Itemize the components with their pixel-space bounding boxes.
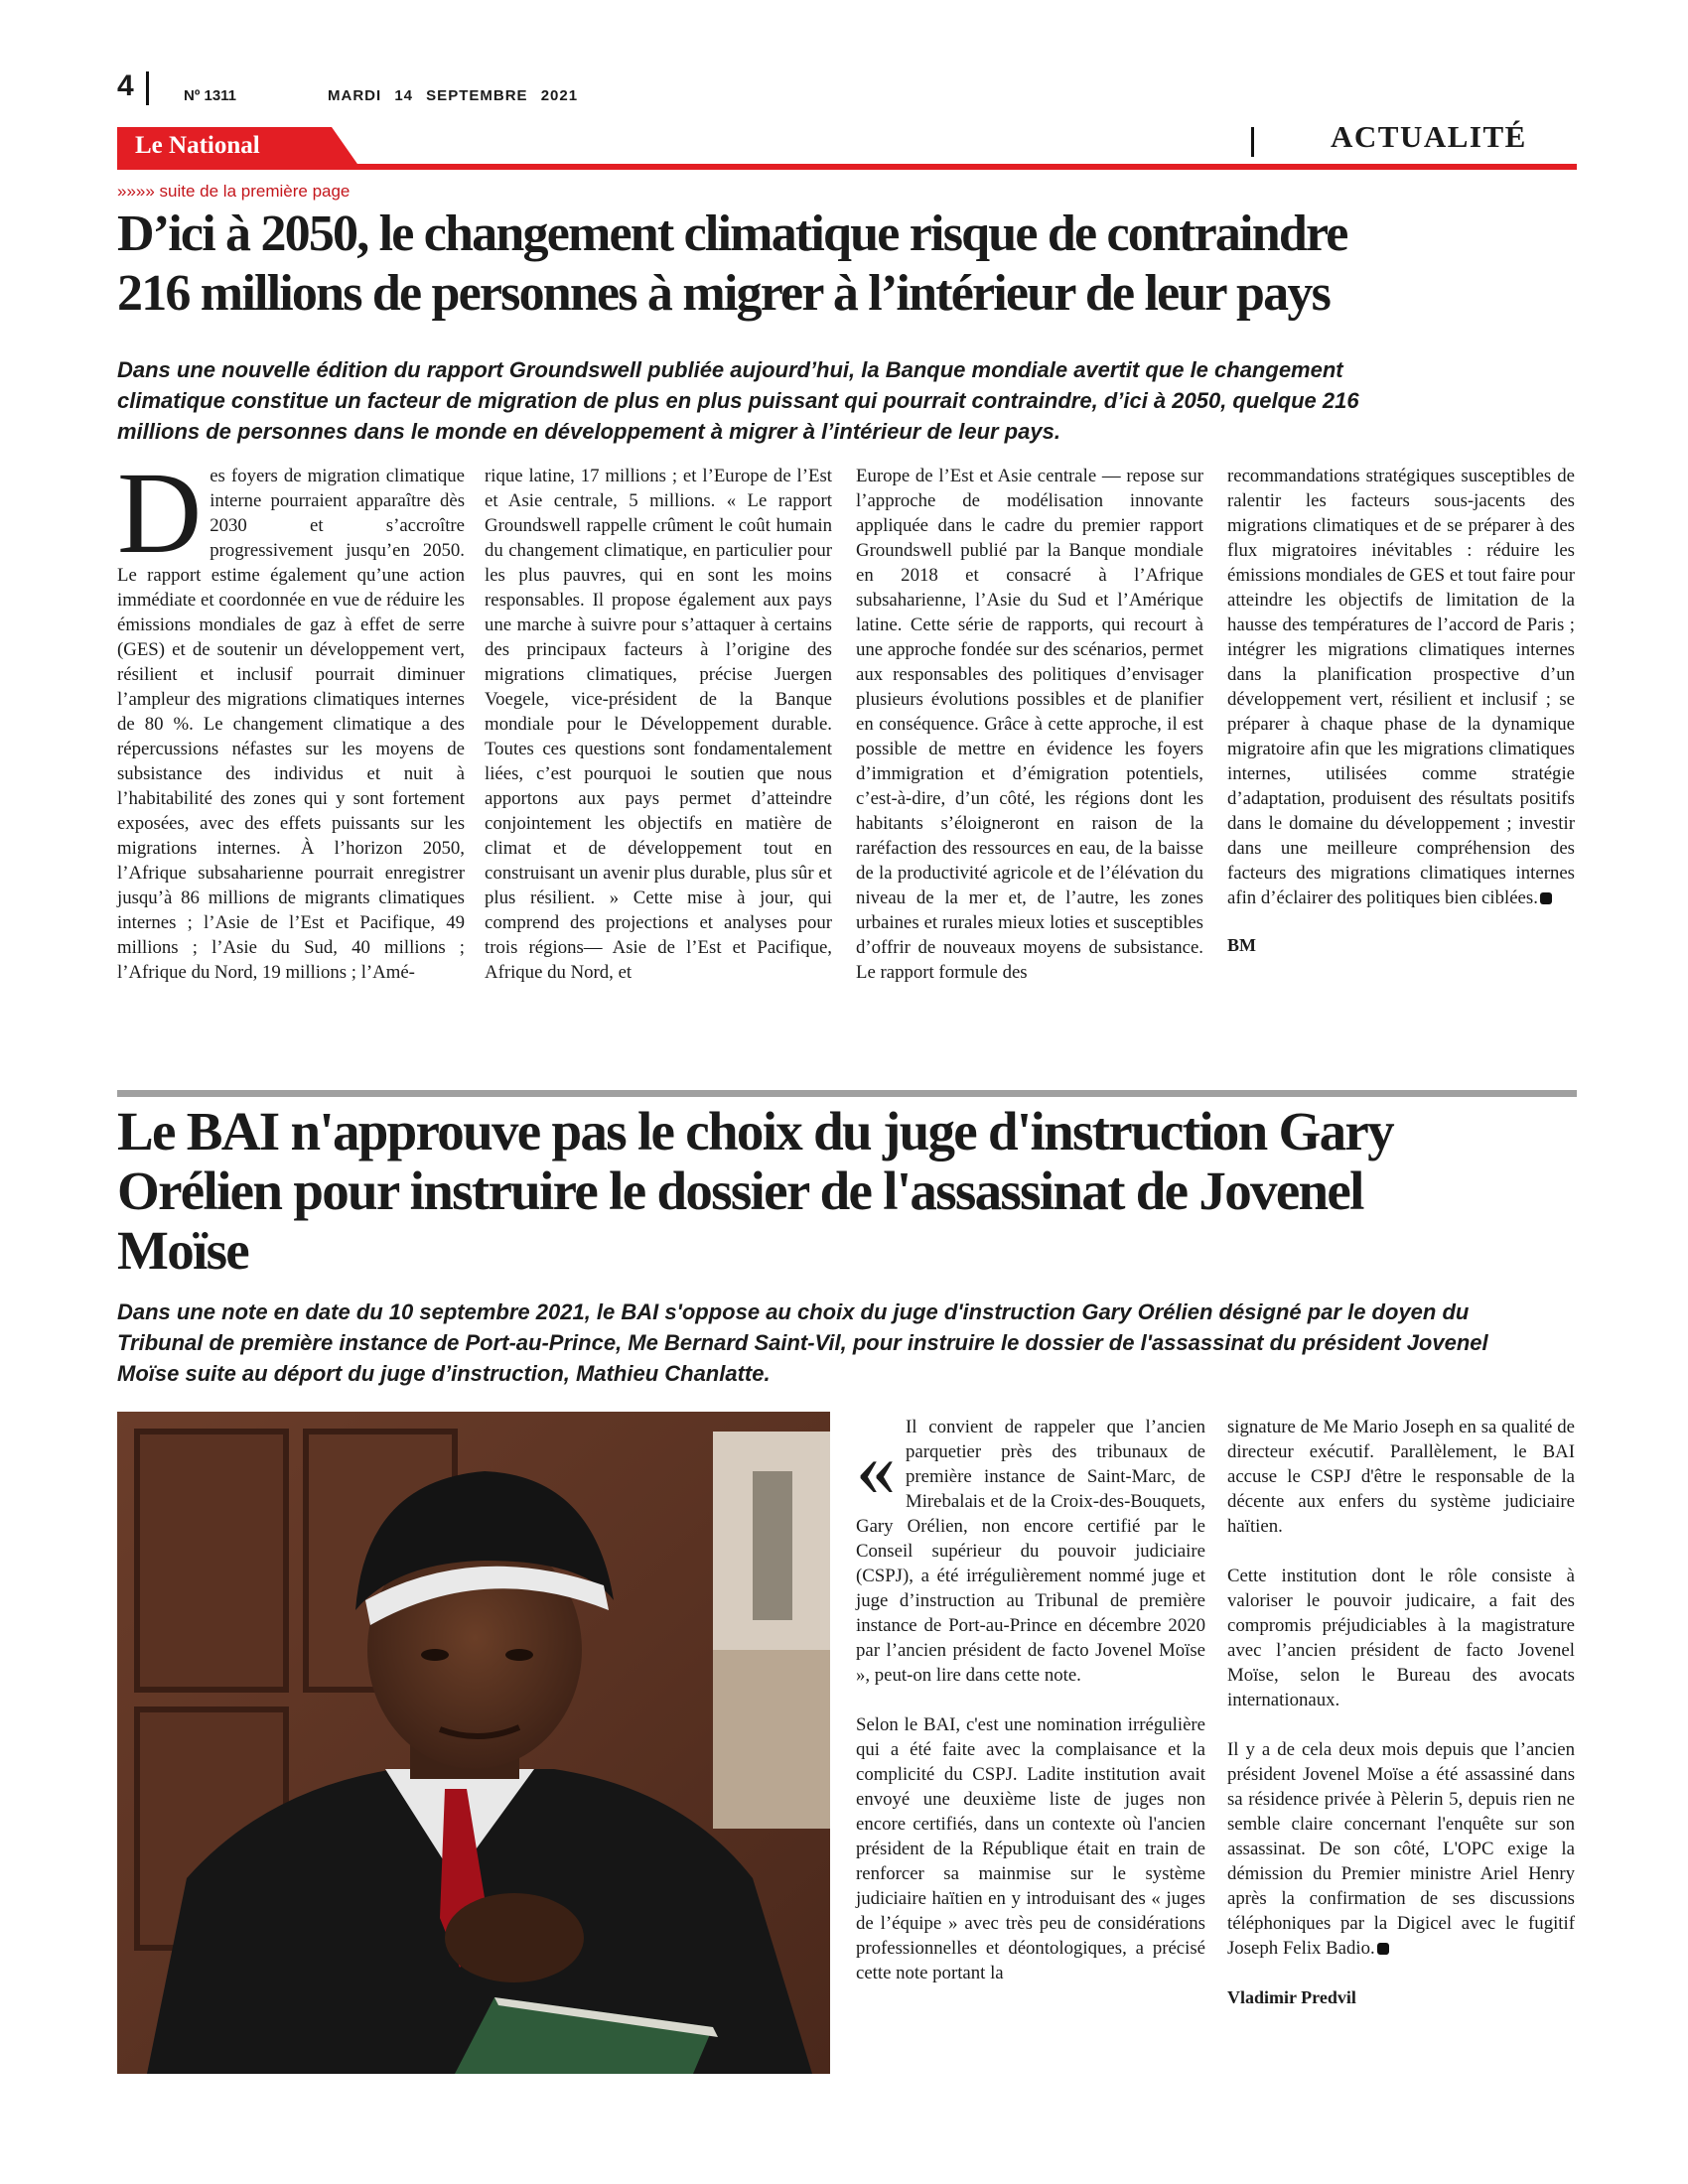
article1-headline: D’ici à 2050, le changement climatique risque de contraindre [117, 205, 1347, 262]
article1-column-3 [856, 464, 1203, 985]
article1-column-1 [117, 448, 465, 985]
article1-col3-text: Europe de l’Est et Asie centrale — repose sur l’approche de modélisation innovante appliquée dans le cadre du premier rapport Groundswell publié par la Banque mondiale en 2018 et consacré à l’Afrique subsaharienne, l’Asie du Sud et l’Amérique latine. Cette série de rapports, qui recourt à une approche fondée sur des scénarios, permet aux responsables des politiques d’envisager plusieurs évolutions possibles et de planifier en conséquence. Grâce à cette approche, il est possible de mettre en évidence les foyers d’immigration et d’émigration potentiels, c’est-à-dire, d’un côté, les régions dont les habitants s’éloigneront en raison de la raréfaction des ressources en eau, de la baisse de la productivité agricole et de l’élévation du niveau de la mer et, de l’autre, les zones urbaines et rurales mieux loties et susceptibles d’offrir de nouveaux moyens de subsistance. Le rapport formule des [856, 466, 1203, 983]
article2-column-2 [856, 1415, 1205, 2010]
article2-col2-para1: Il convient de rappeler que l’ancien parquetier près des tribunaux de première instance de Saint-Marc, de Mirebalais et de la Croix-des-Bouquets, Gary Orélien, non encore certifié par le Conseil supérieur du pouvoir judiciaire (CSPJ), a été irrégulièrement nommé juge et juge d’instruction au Tribunal de première instance de Port-au-Prince en décembre 2020 par l’ancien président de facto Jovenel Moïse », peut-on lire dans cette note. [856, 1417, 1205, 1686]
end-of-article-icon [1540, 892, 1552, 904]
article1-lede-line2: climatique constitue un facteur de migration de plus en plus puissant qui pourrait contraindre, d’ici à 2050, quelque 216 [117, 388, 1359, 413]
article1-col1-text: es foyers de migration climatique interne pourraient apparaître dès 2030 et s’accroître progressivement jusqu’en 2050. Le rapport estime également qu’une action immédiate et coordonnée en vue de réduire les émissions mondiales de gaz à effet de serre (GES) et de soutenir un développement vert, résilient et inclusif pourrait diminuer l’ampleur des migrations climatiques internes de 80 %. Le changement climatique a des répercussions néfastes sur les moyens de subsistance des individus et nuit à l’habitabilité des zones qui y sont fortement exposées, avec des effets puissants sur les migrations internes. À l’horizon 2050, l’Afrique subsaharienne pourrait enregistrer jusqu’à 86 millions de migrants climatiques internes ; l’Asie de l’Est et Pacifique, 49 millions ; l’Asie du Sud, 40 millions ; l’Afrique du Nord, 19 millions ; l’Amé- [117, 466, 465, 983]
end-of-article-icon [1377, 1943, 1389, 1955]
page-number: 4 [117, 69, 134, 102]
judge-photo [117, 1412, 830, 2074]
article2-headline: Le BAI n'approuve pas le choix du juge d'instruction Gary [117, 1101, 1393, 1161]
article1-col2-text: rique latine, 17 millions ; et l’Europe de l’Est et Asie centrale, 5 millions. « Le rapport Groundswell rappelle crûment le coût humain du changement climatique, en particulier pour les plus pauvres, qui en sont les moins responsables. Il propose également aux pays une marche à suivre pour s’attaquer à certains des principaux facteurs à l’origine des migrations climatiques, précise Juergen Voegele, vice-président de la Banque mondiale pour le Développement durable. Toutes ces questions sont fondamentalement liées, c’est pourquoi le soutien que nous apportons aux pays permet d’atteindre conjointement les objectifs en matière de climat et de développement tout en construisant un avenir plus durable, plus sûr et plus résilient. » Cette mise à jour, qui comprend des projections et analyses pour trois régions— Asie de l’Est et Pacifique, Afrique du Nord, et [485, 466, 832, 983]
drop-cap: D [117, 448, 203, 578]
continuation-kicker: »»»» suite de la première page [117, 182, 351, 201]
article1-column-4 [1227, 464, 1575, 958]
article1-signature: BM [1227, 935, 1256, 955]
section-title: ACTUALITÉ [1331, 119, 1527, 154]
article1-lede: Dans une nouvelle édition du rapport Groundswell publiée aujourd’hui, la Banque mondiale avertit que le changement [117, 357, 1343, 382]
article-separator [117, 1090, 1577, 1097]
article2-col3-para1: signature de Me Mario Joseph en sa qualité de directeur exécutif. Parallèlement, le BAI accuse le CSPJ d'être le responsable de la décente aux enfers du système judiciaire haïtien. [1227, 1417, 1575, 1537]
article1-lede-line3: millions de personnes dans le monde en développement à migrer à l’intérieur de leur pays. [117, 419, 1060, 444]
section-divider [1251, 127, 1254, 157]
article1-column-2 [485, 464, 832, 985]
article2-lede-line3: Moïse suite au déport du juge d’instruction, Mathieu Chanlatte. [117, 1361, 771, 1386]
article2-headline-line3: Moïse [117, 1220, 249, 1281]
article2-lede: Dans une note en date du 10 septembre 2021, le BAI s'oppose au choix du juge d'instruction Gary Orélien désigné par le doyen du [117, 1299, 1470, 1324]
article1-headline-line2: 216 millions de personnes à migrer à l’intérieur de leur pays [117, 265, 1330, 322]
article2-column-3 [1227, 1415, 1575, 2010]
article2-col3-para3: Il y a de cela deux mois depuis que l’ancien président Jovenel Moïse a été assassiné dans sa résidence privée à Pèlerin 5, depuis rien ne semble claire concernant l'enquête sur son assassinat. De son côté, L'OPC exige la démission du Premier ministre Ariel Henry après la confirmation de ses discussions téléphoniques par la Digicel avec le fugitif Joseph Felix Badio. [1227, 1739, 1575, 1959]
header-rule [117, 164, 1577, 170]
article1-col4-text: recommandations stratégiques susceptibles de ralentir les facteurs sous-jacents des migrations climatiques et de se préparer à des flux migratoires inévitables : réduire les émissions mondiales de GES et tout faire pour atteindre les objectifs de limitation de la hausse des températures de l’accord de Paris ; intégrer les migrations climatiques internes dans la planification prospective d’un développement vert, résilient et inclusif ; se préparer à chaque phase de la dynamique migratoire afin que les migrations climatiques internes, utilisées comme stratégie d’adaptation, produisent des résultats positifs dans le domaine du développement ; investir dans une meilleure compréhension des facteurs des migrations climatiques internes afin d’éclairer des politiques bien ciblées. [1227, 466, 1575, 908]
article2-headline-line2: Orélien pour instruire le dossier de l'assassinat de Jovenel [117, 1160, 1363, 1221]
article2-col2-para2: Selon le BAI, c'est une nomination irrégulière qui a été faite avec la complaisance et la complicité du CSPJ. Ladite institution avait envoyé une deuxième liste de juges non encore certifiés, dans un contexte où l'ancien président de la République était en train de renforcer sa mainmise sur le système judiciaire haïtien en y introduisant des « juges de l’équipe » avec très peu de considérations professionnelles et déontologiques, a précisé cette note portant la [856, 1714, 1205, 1983]
issue-date: MARDI 14 SEPTEMBRE 2021 [328, 87, 579, 104]
page-number-divider [146, 71, 149, 105]
article2-lede-line2: Tribunal de première instance de Port-au-Prince, Me Bernard Saint-Vil, pour instruire le dossier de l'assassinat du président Jovenel [117, 1330, 1488, 1355]
newspaper-name: Le National [135, 132, 260, 159]
quote-mark: « [856, 1426, 896, 1513]
article2-col3-para2: Cette institution dont le rôle consiste à valoriser le pouvoir judicaire, a fait des compromis préjudiciables à la magistrature avec l’ancien président de facto Jovenel Moïse, selon le Bureau des avocats internationaux. [1227, 1566, 1575, 1710]
article2-signature: Vladimir Predvil [1227, 1987, 1356, 2007]
issue-number: Nº 1311 [184, 87, 237, 104]
